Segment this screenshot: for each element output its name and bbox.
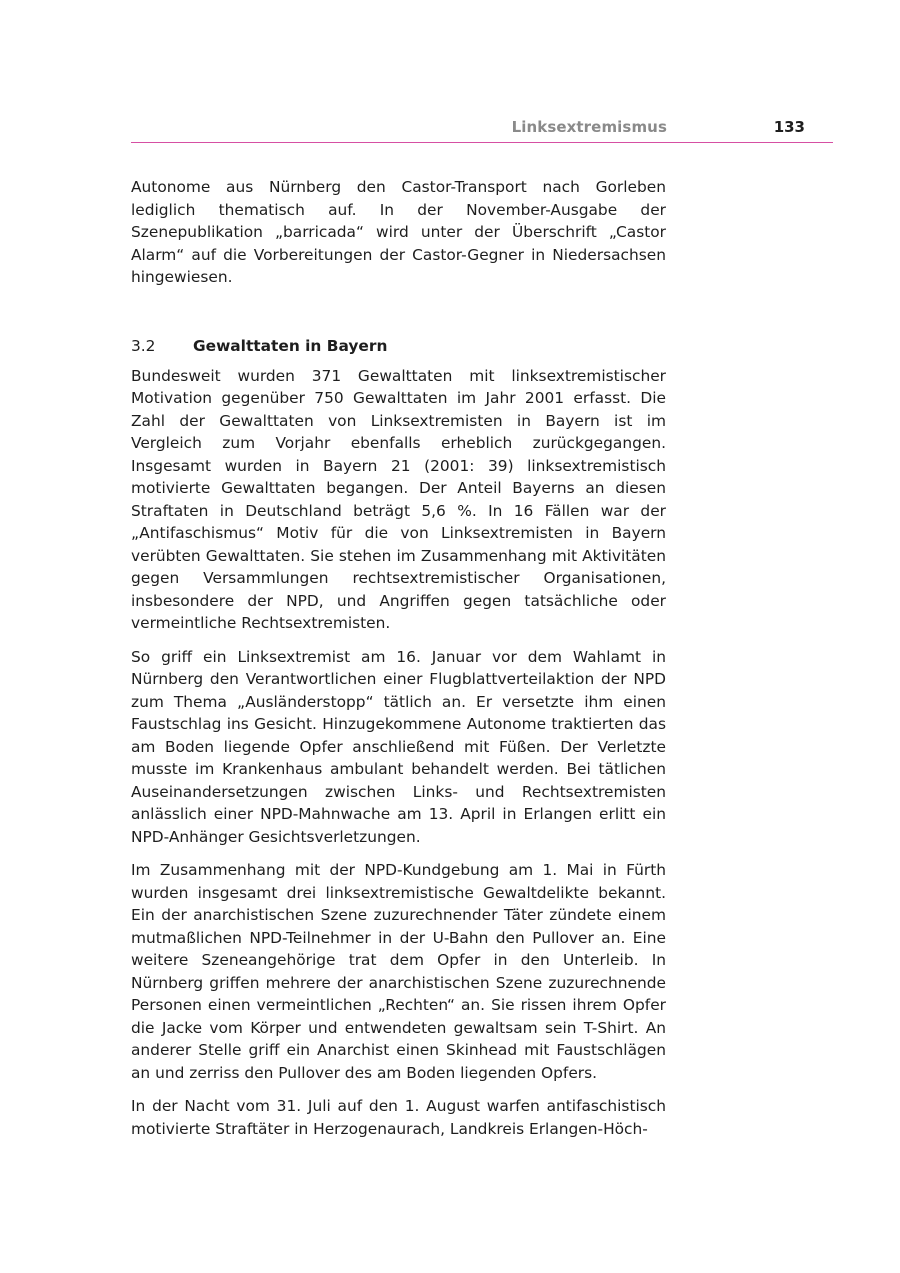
section-number: 3.2 [131, 336, 156, 355]
body-paragraph: In der Nacht vom 31. Juli auf den 1. August warfen antifaschistisch motivierte Straftäter in Herzogenaurach, Landkreis Erlangen-Höch- [131, 1097, 666, 1138]
intro-paragraph: Autonome aus Nürnberg den Castor-Transport nach Gorleben lediglich thematisch auf. In der November-Ausgabe der Szenepublikation „barricada“ wird unter der Überschrift „Castor Alarm“ auf die Vorbereitungen der Castor-Gegner in Niedersachsen hingewiesen. [131, 178, 666, 286]
body-paragraph: Bundesweit wurden 371 Gewalttaten mit linksextremistischer Motivation gegenüber 750 Gewalttaten im Jahr 2001 erfasst. Die Zahl der Gewalttaten von Linksextremisten in Bayern ist im Vergleich zum Vorjahr ebenfalls erheblich zurückgegangen. Insgesamt wurden in Bayern 21 (2001: 39) linksextremistisch motivierte Gewalttaten begangen. Der Anteil Bayerns an diesen Straftaten in Deutschland beträgt 5,6 %. In 16 Fällen war der „Antifaschismus“ Motiv für die von Linksextremisten in Bayern verübten Gewalttaten. Sie stehen im Zusammenhang mit Aktivitäten gegen Versammlungen rechtsextremistischer Organisationen, insbesondere der NPD, und Angriffen gegen tatsächliche oder vermeintliche Rechtsextremisten. [131, 366, 666, 632]
page-body [131, 176, 666, 1140]
body-paragraph: Im Zusammenhang mit der NPD-Kundgebung am 1. Mai in Fürth wurden insgesamt drei linksextremistische Gewaltdelikte bekannt. Ein der anarchistischen Szene zuzurechnender Täter zündete einem mutmaßlichen NPD-Teilnehmer in der U-Bahn den Pullover an. Eine weitere Szeneangehörige trat dem Opfer in den Unterleib. In Nürnberg griffen mehrere der anarchistischen Szene zuzurechnende Personen einen vermeintlichen „Rechten“ an. Sie rissen ihrem Opfer die Jacke vom Körper und entwendeten gewaltsam sein T-Shirt. An anderer Stelle griff ein Anarchist einen Skinhead mit Faustschlägen an und zerriss den Pullover des am Boden liegenden Opfers. [131, 861, 666, 1082]
section-heading [131, 335, 666, 357]
chapter-title: Linksextremismus [511, 118, 667, 136]
section-title: Gewalttaten in Bayern [193, 336, 388, 355]
page-number: 133 [773, 118, 805, 136]
body-paragraph: So griff ein Linksextremist am 16. Januar vor dem Wahlamt in Nürnberg den Verantwortlichen einer Flugblattverteilaktion der NPD zum Thema „Ausländerstopp“ tätlich an. Er versetzte ihm einen Faustschlag ins Gesicht. Hinzugekommene Autonome traktierten das am Boden liegende Opfer anschließend mit Füßen. Der Verletzte musste im Krankenhaus ambulant behandelt werden. Bei tätlichen Auseinandersetzungen zwischen Links- und Rechtsextremisten anlässlich einer NPD-Mahnwache am 13. April in Erlangen erlitt ein NPD-Anhänger Gesichtsverletzungen. [131, 647, 666, 846]
running-header [131, 116, 833, 143]
